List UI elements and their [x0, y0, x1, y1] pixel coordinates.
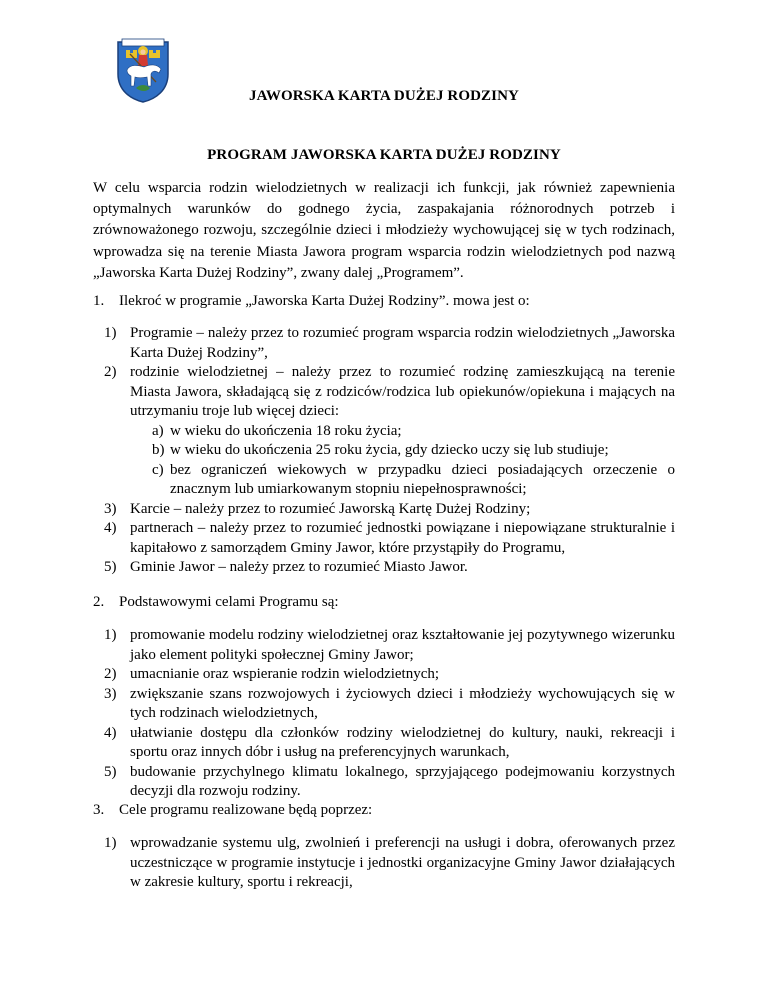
section-3-list [104, 834, 675, 893]
list-item: 1) promowanie modelu rodziny wielodzietnej oraz kształtowanie jej pozytywnego wizerunku jako element polityki społecznej Gminy Jawor; [104, 627, 675, 663]
document-title: JAWORSKA KARTA DUŻEJ RODZINY [249, 88, 519, 104]
crest-banner [122, 39, 164, 46]
list-item: 5) budowanie przychylnego klimatu lokalnego, sprzyjającego podejmowaniu korzystnych decyzji dla rozwoju rodziny. [104, 763, 675, 799]
crest-rider-head [140, 49, 145, 54]
section-1-list [104, 324, 675, 578]
sub-list [130, 422, 675, 500]
list-item: 5) Gminie Jawor – należy przez to rozumieć Miasto Jawor. [104, 559, 468, 575]
list-item: 4) ułatwianie dostępu dla członków rodziny wielodzietnej do kultury, nauki, rekreacji i sportu oraz innych dóbr i usług na preferencyjnych warunkach, [104, 724, 675, 760]
list-item: 2) rodzinie wielodzietnej – należy przez to rozumieć rodzinę zamieszkującą na terenie Miasta Jawora, składającą się z rodziców/rodzica lub opiekunów/opiekuna i mających na utrzymaniu troje lub więcej dzieci: a) w wieku do ukończenia 18 roku życia; b) w wieku do ukończenia 25 roku życia, gdy dziecko uczy się lub studiuje; c) bez ograniczeń wiekowych w przypadku dzieci posiadających orzeczenie o znacznym lub umiarkowanym stopniu niepełnosprawności; [104, 363, 675, 500]
list-item: 4) partnerach – należy przez to rozumieć jednostki powiązane i niepowiązane strukturalnie i kapitałowo z samorządem Gminy Jawor, które przystąpiły do Programu, [104, 520, 675, 556]
list-item: 1) wprowadzanie systemu ulg, zwolnień i preferencji na usługi i dobra, oferowanych przez uczestniczące w programie instytucje i jednostki organizacyjne Gminy Jawor działających w zakresie kultury, sportu i rekreacji, [104, 835, 675, 890]
section-2-heading: 2. Podstawowymi celami Programu są: [93, 594, 339, 610]
program-title: PROGRAM JAWORSKA KARTA DUŻEJ RODZINY [207, 147, 561, 163]
sub-list-item: a) w wieku do ukończenia 18 roku życia; [152, 422, 402, 439]
section-3-heading: 3. Cele programu realizowane będą poprzez: [93, 802, 373, 818]
list-item: 3) Karcie – należy przez to rozumieć Jaworską Kartę Dużej Rodziny; [104, 500, 531, 517]
list-item: 1) Programie – należy przez to rozumieć program wsparcia rodzin wielodzietnych „Jaworska Karta Dużej Rodziny”, [104, 325, 675, 361]
section-1-heading: 1. Ilekroć w programie „Jaworska Karta Dużej Rodziny”. mowa jest o: [93, 293, 530, 309]
sub-list-item: c) bez ograniczeń wiekowych w przypadku dzieci posiadających orzeczenie o znacznym lub umiarkowanym stopniu niepełnosprawności; [152, 461, 675, 497]
list-item: 3) zwiększanie szans rozwojowych i życiowych dzieci i młodzieży wychowujących się w tych rodzinach wielodzietnych, [104, 685, 675, 721]
sub-list-item: b) w wieku do ukończenia 25 roku życia, gdy dziecko uczy się lub studiuje; [152, 442, 609, 458]
intro-paragraph: W celu wsparcia rodzin wielodzietnych w realizacji ich funkcji, jak również zapewnienia optymalnych warunków do godnego życia, zaspakajania różnorodnych potrzeb i zrównoważonego rozwoju, szczególnie dzieci i młodzieży wychowującej się w tych rodzinach, wprowadza się na terenie Miasta Jawora program wsparcia rodzin wielodzietnych pod nazwą „Jaworska Karta Dużej Rodziny”, zwany dalej „Programem”. [93, 180, 675, 281]
section-2-list [104, 626, 675, 802]
list-item: 2) umacnianie oraz wspieranie rodzin wielodzietnych; [104, 666, 440, 682]
